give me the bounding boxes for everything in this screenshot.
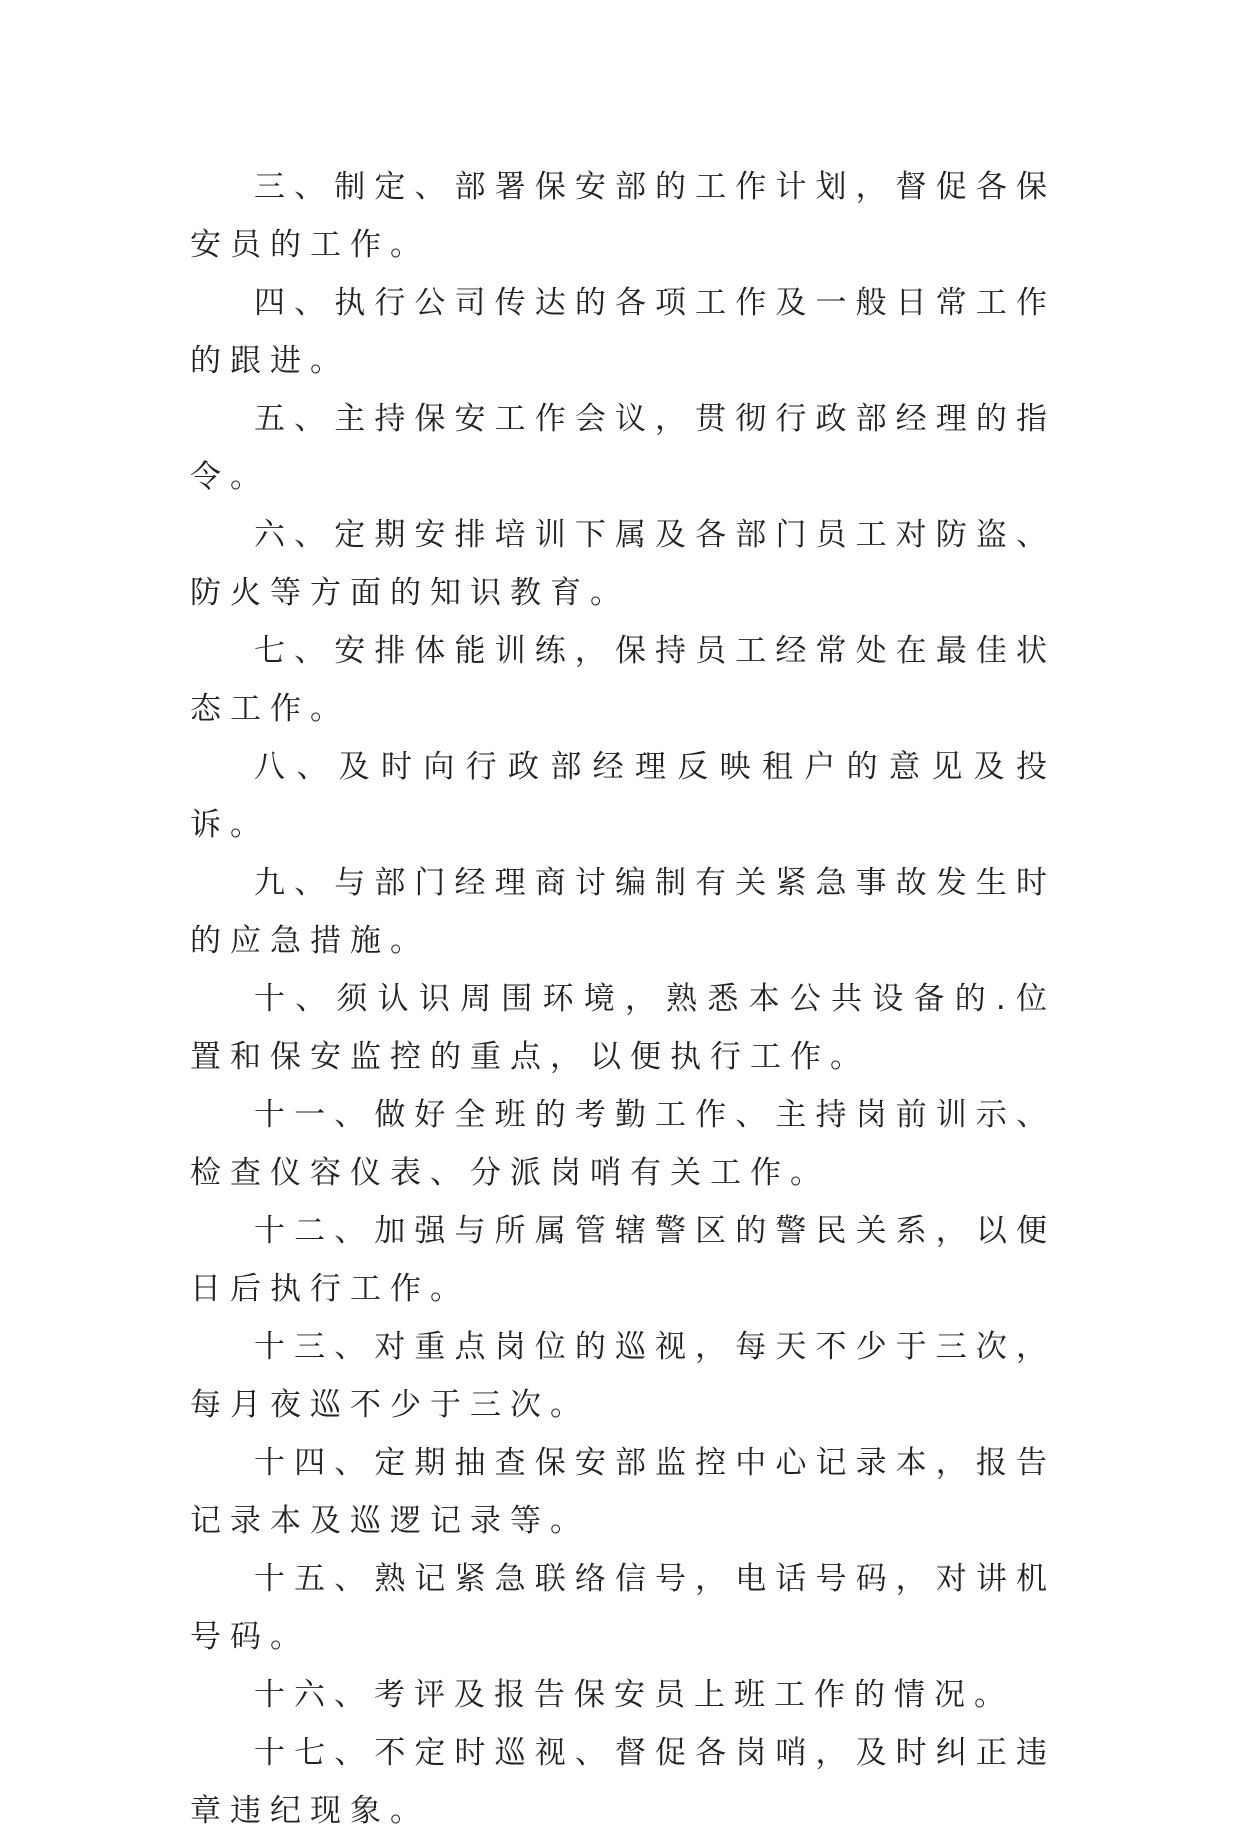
paragraph-3: 三、制定、部署保安部的工作计划，督促各保安员的工作。 <box>190 169 1056 263</box>
paragraph-14: 十四、定期抽查保安部监控中心记录本，报告记录本及巡逻记录等。 <box>190 1445 1056 1539</box>
paragraph-7: 七、安排体能训练，保持员工经常处在最佳状态工作。 <box>190 633 1056 727</box>
paragraph-4: 四、执行公司传达的各项工作及一般日常工作的跟进。 <box>190 285 1056 379</box>
paragraph-6: 六、定期安排培训下属及各部门员工对防盗、防火等方面的知识教育。 <box>190 517 1056 611</box>
paragraph-15: 十五、熟记紧急联络信号，电话号码，对讲机号码。 <box>190 1561 1056 1655</box>
paragraph-8: 八、及时向行政部经理反映租户的意见及投诉。 <box>190 749 1056 843</box>
paragraph-17: 十七、不定时巡视、督促各岗哨，及时纠正违章违纪现象。 <box>190 1735 1056 1829</box>
paragraph-13: 十三、对重点岗位的巡视，每天不少于三次，每月夜巡不少于三次。 <box>190 1329 1056 1423</box>
paragraph-11: 十一、做好全班的考勤工作、主持岗前训示、检查仪容仪表、分派岗哨有关工作。 <box>190 1097 1056 1191</box>
paragraph-10: 十、须认识周围环境，熟悉本公共设备的.位置和保安监控的重点，以便执行工作。 <box>190 981 1056 1075</box>
paragraph-9: 九、与部门经理商讨编制有关紧急事故发生时的应急措施。 <box>190 865 1056 959</box>
paragraph-16: 十六、考评及报告保安员上班工作的情况。 <box>254 1677 1014 1713</box>
paragraph-5: 五、主持保安工作会议，贯彻行政部经理的指令。 <box>190 401 1056 495</box>
paragraph-12: 十二、加强与所属管辖警区的警民关系，以便日后执行工作。 <box>190 1213 1056 1307</box>
document-body <box>190 158 1056 1840</box>
